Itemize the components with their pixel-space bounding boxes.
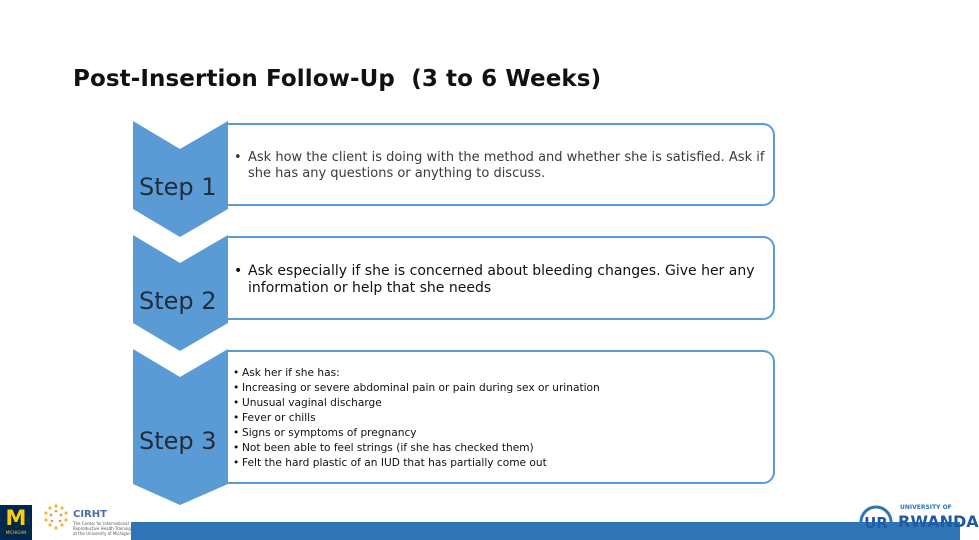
list-item: • Ask how the client is doing with the method and whether she is satisfied. Ask if she has any questions or anything to discuss. <box>234 150 767 182</box>
cirht-logo-icon <box>42 503 70 531</box>
list-item: • Ask her if she has: <box>233 366 767 381</box>
michigan-logo-mark: M <box>5 506 27 530</box>
step-2-list <box>234 263 767 297</box>
university-of-label: UNIVERSITY OF <box>900 504 952 511</box>
step-2-content <box>228 236 775 320</box>
cirht-logo-subtitle: The Center for International Reproductive Health Training at the University of Michigan <box>73 521 131 536</box>
step-3-list <box>233 366 767 471</box>
list-item: • Increasing or severe abdominal pain or pain during sex or urination <box>233 381 767 396</box>
university-of-rwanda-logo-icon <box>857 504 897 540</box>
list-item: • Unusual vaginal discharge <box>233 396 767 411</box>
list-item: • Signs or symptoms of pregnancy <box>233 426 767 441</box>
footer-bar <box>131 522 960 540</box>
step-1-content <box>228 123 775 206</box>
rwanda-label: RWANDA <box>898 512 979 531</box>
step-3-content <box>228 350 775 484</box>
list-item: • Fever or chills <box>233 411 767 426</box>
slide-title: Post-Insertion Follow-Up (3 to 6 Weeks) <box>73 66 602 92</box>
cirht-logo-name: CIRHT <box>73 509 107 520</box>
list-item: • Not been able to feel strings (if she has checked them) <box>233 441 767 456</box>
step-2-label: Step 2 <box>139 287 217 315</box>
step-1-label: Step 1 <box>139 173 217 201</box>
michigan-logo-text: MICHIGAN <box>5 530 27 535</box>
ur-logo-mark: UR <box>864 514 888 532</box>
list-item: • Ask especially if she is concerned about bleeding changes. Give her any information or help that she needs <box>234 263 767 297</box>
step-3-label: Step 3 <box>139 427 217 455</box>
step-1-list <box>234 150 767 182</box>
list-item: • Felt the hard plastic of an IUD that has partially come out <box>233 456 767 471</box>
michigan-logo <box>0 505 32 540</box>
